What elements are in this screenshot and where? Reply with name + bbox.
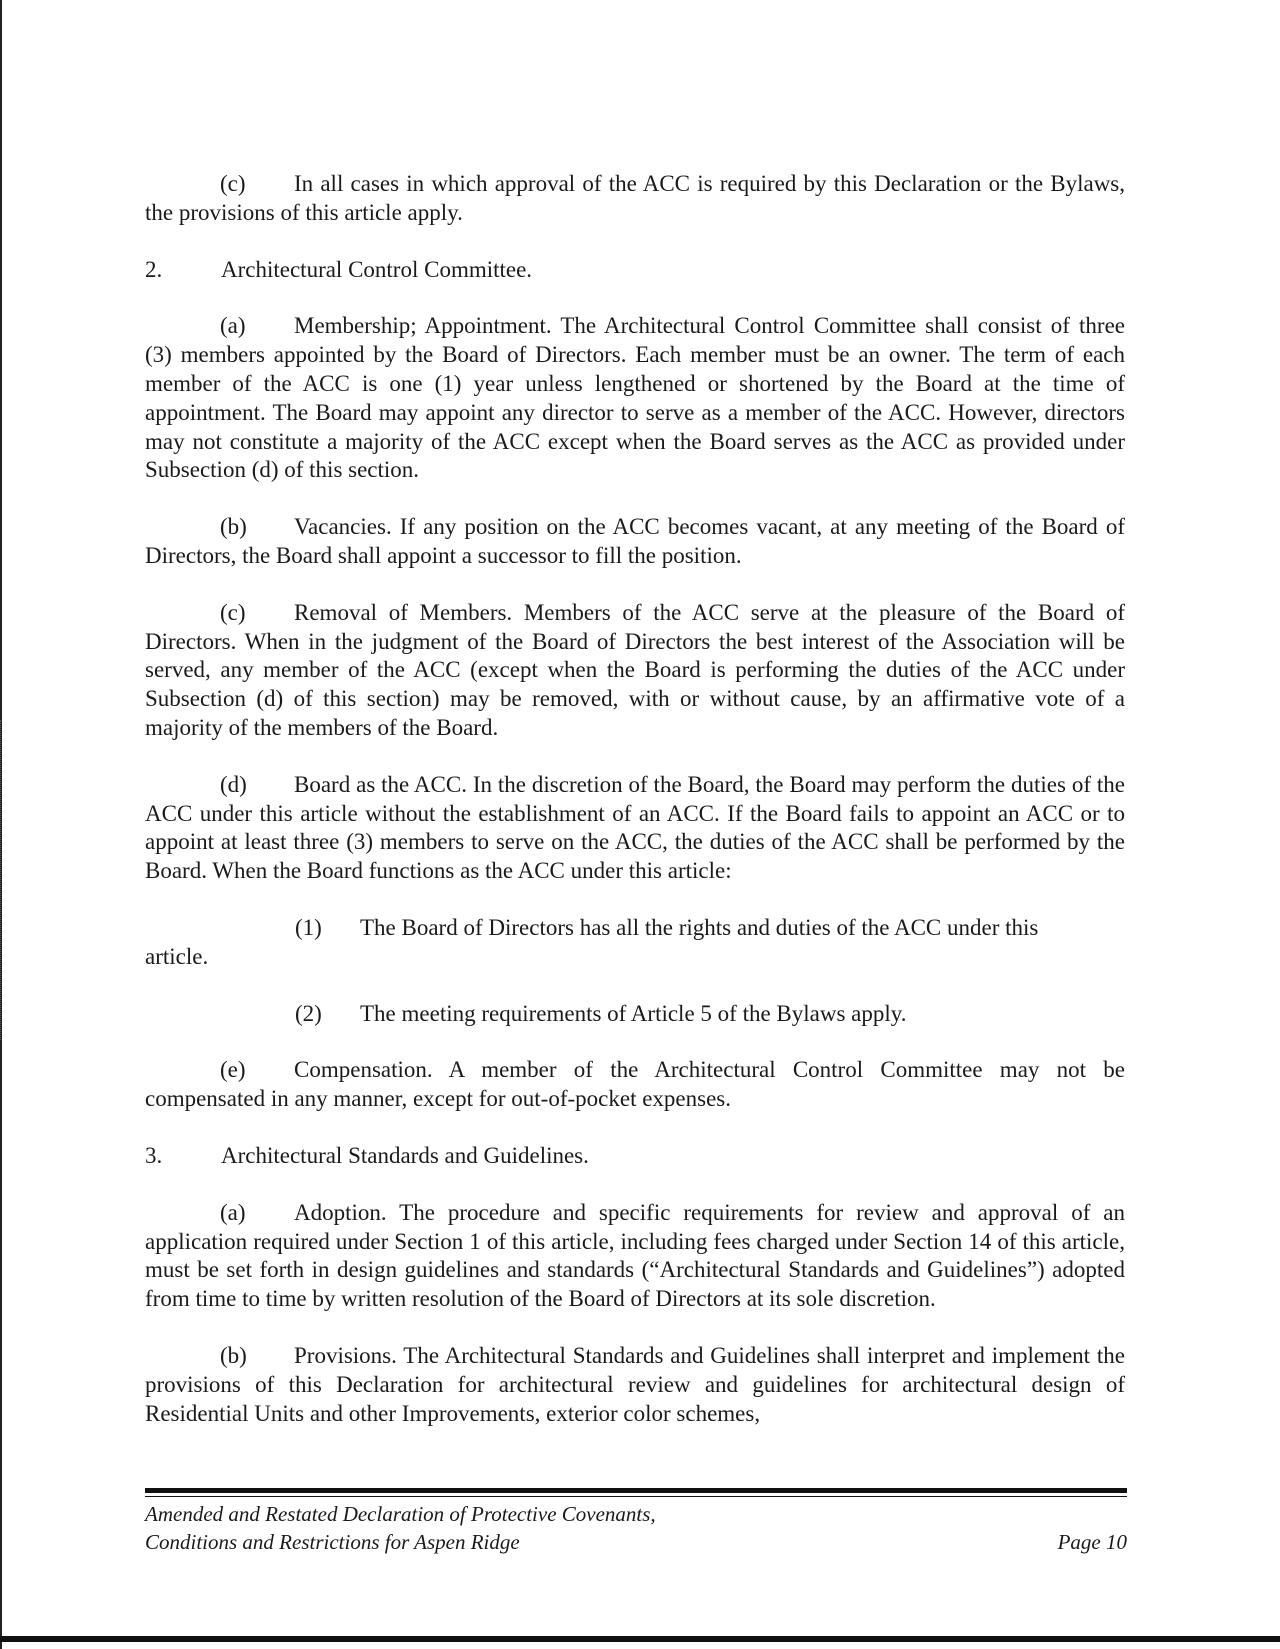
page-footer <box>145 1500 1127 1556</box>
footer-rule <box>145 1488 1127 1493</box>
paragraph-label: (a) <box>220 1199 246 1225</box>
paragraph-label: (b) <box>220 514 247 540</box>
paragraph-text: Membership; Appointment. The Architectural Control Committee shall consist of three (3) members appointed by the Board of Directors. Each member must be an owner. The term of each member of the ACC is one (1) year unless lengthened or shortened by the Board at the time of appointment. The Board may appoint any director to serve as a member of the ACC. However, directors may not constitute a majority of the ACC except when the Board serves as the ACC as provided under Subsection (d) of this section. <box>145 313 1125 483</box>
section-3-heading <box>145 1142 1125 1171</box>
paragraph-label: (b) <box>220 1342 247 1368</box>
subparagraph-continuation: article. <box>145 943 209 969</box>
subparagraph-text: The meeting requirements of Article 5 of the Bylaws apply. <box>360 1000 907 1026</box>
section-title: Architectural Standards and Guidelines. <box>221 1142 589 1168</box>
paragraph-label: (c) <box>220 599 246 625</box>
paragraph-2b <box>145 513 1125 571</box>
paragraph-label: (a) <box>220 313 246 339</box>
paragraph-2d <box>145 771 1125 886</box>
subparagraph-label: (2) <box>295 1000 322 1026</box>
section-number: 2. <box>145 256 163 282</box>
paragraph-text: Adoption. The procedure and specific requirements for review and approval of an application required under Section 1 of this article, including fees charged under Section 14 of this article, must be set forth in design guidelines and standards (“Architectural Standards and Guidelines”) adopted from time to time by written resolution of the Board of Directors at its sole discretion. <box>145 1199 1125 1312</box>
paragraph-text: Vacancies. If any position on the ACC becomes vacant, at any meeting of the Board of Directors, the Board shall appoint a successor to fill the position. <box>145 514 1125 568</box>
paragraph-3b <box>145 1342 1125 1428</box>
paragraph-label: (e) <box>220 1057 246 1083</box>
subparagraph-text: The Board of Directors has all the rights and duties of the ACC under this <box>360 914 1039 940</box>
paragraph-text: Board as the ACC. In the discretion of the Board, the Board may perform the duties of the ACC under this article without the establishment of an ACC. If the Board fails to appoint an ACC or to appoint at least three (3) members to serve on the ACC, the duties of the ACC shall be performed by the Board. When the Board functions as the ACC under this article: <box>145 771 1125 884</box>
footer-title-line-1: Amended and Restated Declaration of Protective Covenants, <box>145 1502 656 1526</box>
subparagraph-label: (1) <box>295 914 322 940</box>
footer-title <box>145 1500 656 1556</box>
section-2-heading <box>145 256 1125 285</box>
page-bottom-edge <box>0 1636 1280 1642</box>
document-body <box>145 170 1125 1428</box>
paragraph-text: Compensation. A member of the Architectural Control Committee may not be compensated in any manner, except for out-of-pocket expenses. <box>145 1057 1125 1112</box>
paragraph-1c <box>145 170 1125 228</box>
page-number: Page 10 <box>1057 1530 1127 1554</box>
paragraph-text: Removal of Members. Members of the ACC serve at the pleasure of the Board of Directors. When in the judgment of the Board of Directors the best interest of the Association will be served, any member of the ACC (except when the Board is performing the duties of the ACC under Subsection (d) of this section) may be removed, with or without cause, by an affirmative vote of a majority of the members of the Board. <box>145 599 1125 740</box>
paragraph-text: In all cases in which approval of the ACC is required by this Declaration or the Bylaws, the provisions of this article apply. <box>145 171 1125 225</box>
scan-artifact <box>0 720 4 1040</box>
section-number: 3. <box>145 1142 163 1168</box>
paragraph-3a <box>145 1199 1125 1314</box>
subparagraph-2d2 <box>145 1000 1125 1029</box>
paragraph-text: Provisions. The Architectural Standards and Guidelines shall interpret and implement the provisions of this Declaration for architectural review and guidelines for architectural design of Residential Units and other Improvements, exterior color schemes, <box>145 1342 1125 1426</box>
paragraph-2a <box>145 312 1125 485</box>
subparagraph-2d1 <box>145 914 1125 972</box>
footer-title-line-2: Conditions and Restrictions for Aspen Ridge <box>145 1530 520 1554</box>
paragraph-2c <box>145 599 1125 743</box>
section-title: Architectural Control Committee. <box>221 256 533 282</box>
paragraph-label: (d) <box>220 771 247 797</box>
paragraph-label: (c) <box>220 171 246 196</box>
paragraph-2e <box>145 1056 1125 1114</box>
footer-rule-thin <box>145 1496 1127 1497</box>
